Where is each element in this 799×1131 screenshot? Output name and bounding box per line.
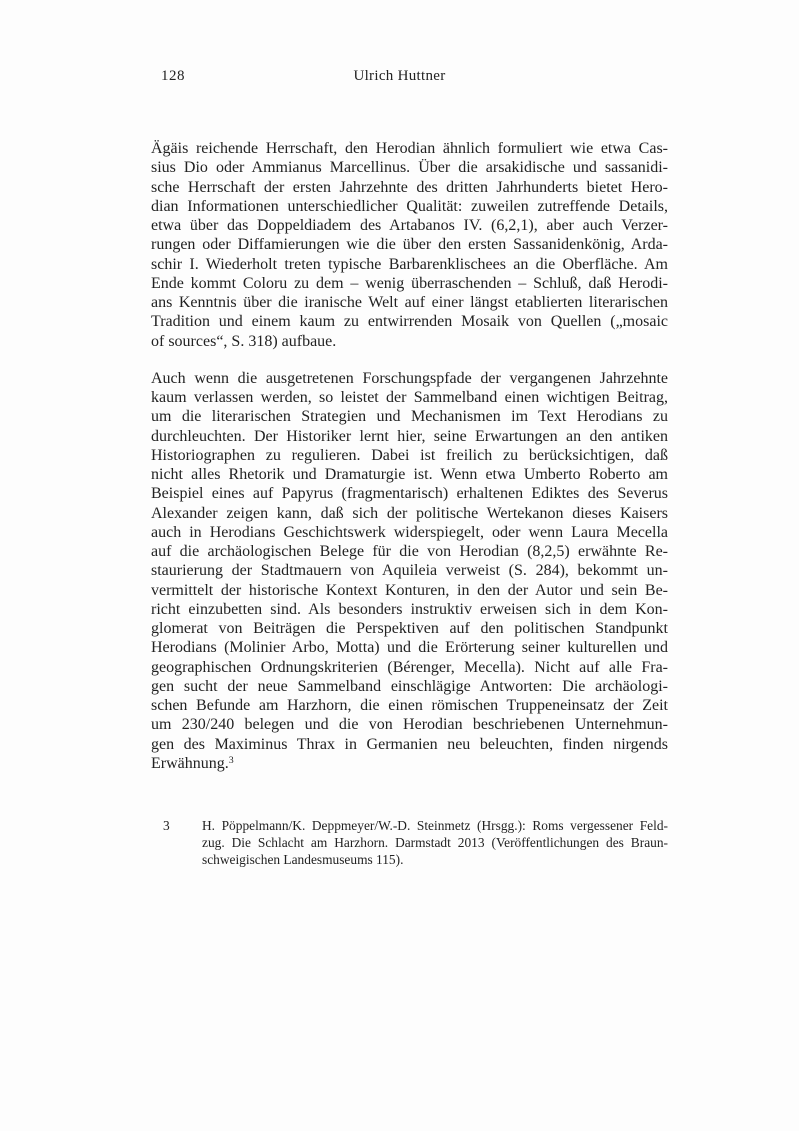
text-line: dian Informationen unterschiedlicher Qualität: zuweilen zutreffende Details, (151, 197, 668, 215)
text-line: Ende kommt Coloru zu dem – wenig überraschenden – Schluß, daß Herodi- (151, 274, 668, 292)
text-line: H. Pöppelmann/K. Deppmeyer/W.-D. Steinmetz (Hrsgg.): Roms vergessener Feld- (202, 818, 668, 833)
text-line: Tradition und einem kaum zu entwirrenden Mosaik von Quellen („mosaic (151, 313, 668, 331)
text-line: auch in Herodians Geschichtswerk widerspiegelt, oder wenn Laura Mecella (151, 523, 668, 541)
paragraph-2 (151, 369, 668, 773)
footnote-number: 3 (163, 818, 170, 833)
text-line: Beispiel eines auf Papyrus (fragmentarisch) erhaltenen Ediktes des Severus (151, 485, 668, 503)
text-line: gen des Maximinus Thrax in Germanien neu beleuchten, finden nirgends (151, 735, 668, 753)
text-line: Ägäis reichende Herrschaft, den Herodian ähnlich formuliert wie etwa Cas- (151, 140, 668, 157)
running-head: Ulrich Huttner (353, 68, 446, 84)
text-line: ans Kenntnis über die iranische Welt auf einer längst etablierten literarischen (151, 294, 668, 311)
text-line: nicht alles Rhetorik und Dramaturgie ist. Wenn etwa Umberto Roberto am (151, 466, 668, 483)
page-header (0, 67, 799, 87)
text-line: sius Dio oder Ammianus Marcellinus. Über die arsakidische und sassanidi- (151, 159, 668, 177)
footnote-ref: 3 (228, 755, 234, 767)
text-line: sche Herrschaft der ersten Jahrzehnte des dritten Jahrhunderts bietet Hero- (151, 178, 668, 196)
text-line: schweigischen Landesmuseums 115). (202, 852, 404, 868)
text-line: staurierung der Stadtmauern von Aquileia verweist (S. 284), bekommt un- (151, 562, 668, 580)
paragraph-1 (151, 139, 668, 351)
text-line: glomerat von Beiträgen die Perspektiven auf den politischen Standpunkt (151, 620, 668, 637)
text-line: schen Befunde am Harzhorn, die einen römischen Truppeneinsatz der Zeit (151, 697, 668, 714)
text-line: geographischen Ordnungskriterien (Bérenger, Mecella). Nicht auf alle Fra- (151, 658, 668, 676)
text-line: um 230/240 belegen und die von Herodian beschriebenen Unternehmun- (151, 716, 668, 734)
text-line: Erwähnung.$^3$ (151, 754, 234, 772)
page-number: 128 (161, 68, 185, 84)
text-line: etwa über das Doppeldiadem des Artabanos IV. (6,2,1), aber auch Verzer- (151, 217, 668, 234)
text-line: schir I. Wiederholt treten typische Barbarenklischees an die Oberfläche. Am (151, 255, 668, 273)
text-line: durchleuchten. Der Historiker lernt hier, seine Erwartungen an den antiken (151, 427, 668, 445)
body-text (151, 139, 668, 773)
footnote-text (202, 817, 668, 869)
text-line: zug. Die Schlacht am Harzhorn. Darmstadt 2013 (Veröffentlichungen des Braun- (202, 835, 668, 851)
text-line: um die literarischen Strategien und Mechanismen im Text Herodians zu (151, 408, 668, 426)
text-line: kaum verlassen werden, so leistet der Sammelband einen wichtigen Beitrag, (151, 389, 668, 406)
text-line: gen sucht der neue Sammelband einschlägige Antworten: Die archäologi- (151, 677, 668, 695)
text-line: richt einzubetten sind. Als besonders instruktiv erweisen sich in dem Kon- (151, 600, 668, 618)
text-line: Historiographen zu regulieren. Dabei ist freilich zu berücksichtigen, daß (151, 446, 668, 464)
text-line: Alexander zeigen kann, daß sich der politische Wertekanon dieses Kaisers (151, 504, 668, 522)
text-line: rungen oder Diffamierungen wie die über den ersten Sassanidenkönig, Arda- (151, 236, 668, 254)
text-line: auf die archäologischen Belege für die von Herodian (8,2,5) erwähnte Re- (151, 543, 668, 560)
text-line: vermittelt der historische Kontext Konturen, in den der Autor und sein Be- (151, 581, 668, 599)
text-line: of sources“, S. 318) aufbaue. (151, 332, 337, 350)
text-line: Herodians (Molinier Arbo, Motta) und die Erörterung seiner kulturellen und (151, 639, 668, 657)
text-line: Auch wenn die ausgetretenen Forschungspfade der vergangenen Jahrzehnte (151, 369, 668, 387)
footnote (151, 817, 668, 869)
